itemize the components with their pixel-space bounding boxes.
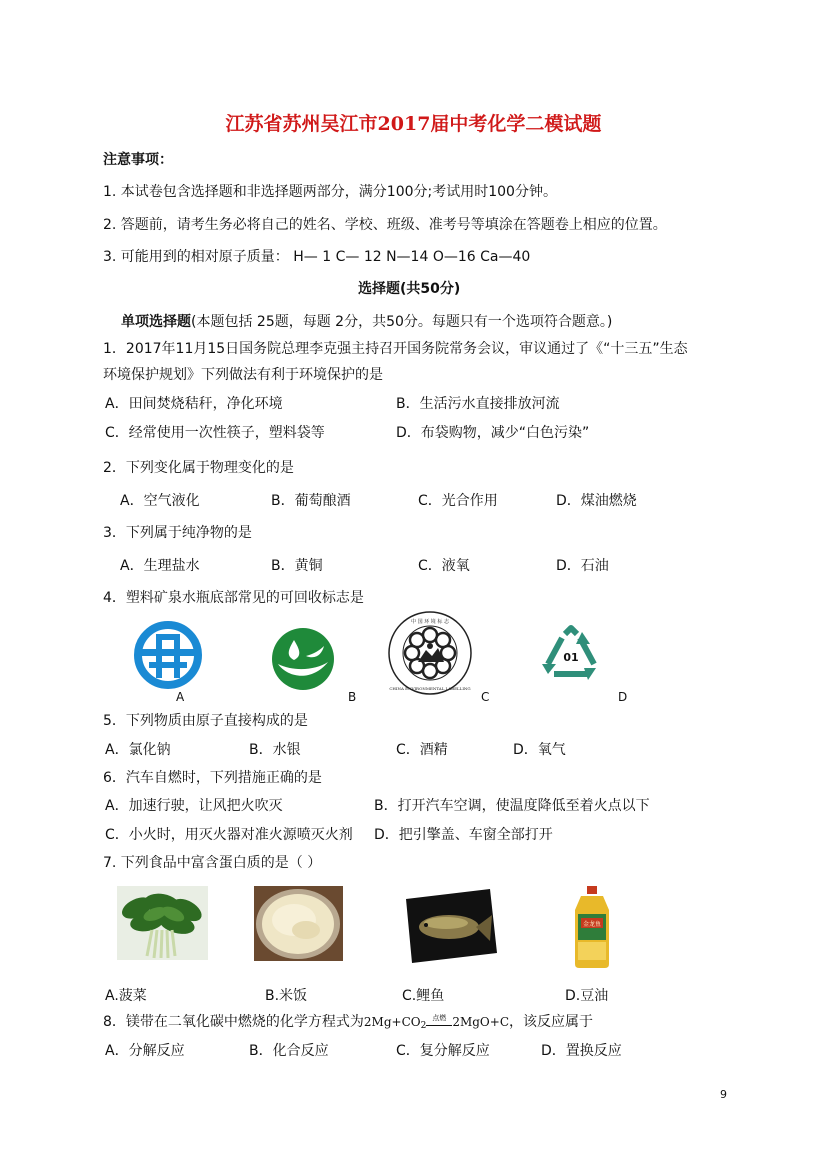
q4-stem: 4．塑料矿泉水瓶底部常见的可回收标志是 — [103, 590, 364, 606]
notice-item-1: 1. 本试卷包含选择题和非选择题两部分，满分100分;考试用时100分钟。 — [103, 184, 557, 200]
section-title: 选择题(共50分) — [358, 281, 461, 297]
q7-stem: 7. 下列食品中富含蛋白质的是（ ） — [103, 855, 322, 871]
q8-stem — [103, 1013, 593, 1035]
q3-option-b: B．黄铜 — [271, 558, 323, 574]
q5-option-d: D．氧气 — [513, 742, 566, 758]
q7-option-a: A.菠菜 — [105, 988, 147, 1004]
q3-stem: 3．下列属于纯净物的是 — [103, 525, 252, 541]
rice-image — [254, 886, 343, 961]
q5-option-b: B．水银 — [249, 742, 301, 758]
q2-option-a: A．空气液化 — [120, 493, 200, 509]
logo-b-icon — [270, 626, 336, 692]
soybean-oil-image — [569, 884, 615, 970]
q2-stem: 2．下列变化属于物理变化的是 — [103, 460, 294, 476]
logo-a-icon — [131, 620, 205, 690]
carp-image — [404, 887, 499, 964]
equation-condition: 点燃 — [432, 1014, 447, 1022]
q8-option-d: D．置换反应 — [541, 1043, 622, 1059]
q8-stem-post: ，该反应属于 — [509, 1014, 594, 1030]
q7-option-b: B.米饭 — [265, 988, 308, 1004]
q1-option-a: A．田间焚烧秸秆，净化环境 — [105, 396, 283, 412]
q4-label-a: A — [176, 690, 185, 704]
q6-stem: 6．汽车自燃时，下列措施正确的是 — [103, 770, 322, 786]
equation-left: 2Mg+CO — [363, 1015, 421, 1029]
q6-option-c: C．小火时，用灭火器对准火源喷灭火剂 — [105, 827, 353, 843]
equation-subscript: 2 — [420, 1021, 427, 1031]
q8-option-b: B．化合反应 — [249, 1043, 329, 1059]
q7-option-d: D.豆油 — [565, 988, 609, 1004]
page-title: 江苏省苏州吴江市2017届中考化学二模试题 — [225, 113, 602, 135]
logo-c-top-text: 中 国 环 境 标 志 — [411, 619, 449, 625]
q3-option-c: C．液氧 — [418, 558, 470, 574]
q1-option-b: B．生活污水直接排放河流 — [396, 396, 560, 412]
recycle-icon — [538, 624, 604, 684]
q5-option-a: A．氯化钠 — [105, 742, 171, 758]
equation-right: 2MgO+C — [452, 1015, 510, 1029]
notice-heading: 注意事项： — [103, 152, 173, 168]
q1-stem-line2: 环境保护规划》下列做法有利于环境保护的是 — [103, 367, 383, 383]
q4-label-b: B — [348, 690, 357, 704]
q2-option-b: B．葡萄酿酒 — [271, 493, 351, 509]
q1-option-c: C．经常使用一次性筷子，塑料袋等 — [105, 425, 325, 441]
oil-bottle-label: 金龙鱼 — [582, 921, 602, 928]
recycle-code: 01 — [563, 651, 579, 664]
page-number: 9 — [720, 1088, 727, 1101]
equation-arrow — [426, 1016, 452, 1026]
q6-option-a: A．加速行驶，让风把火吹灭 — [105, 798, 283, 814]
notice-item-2: 2. 答题前，请考生务必将自己的姓名、学校、班级、准考号等填涂在答题卷上相应的位置。 — [103, 217, 667, 233]
logo-c-bottom-text: CHINA ENVIRONMENTAL LABELLING — [389, 686, 471, 691]
section-intro — [121, 313, 612, 331]
q3-option-a: A．生理盐水 — [120, 558, 200, 574]
q6-option-b: B．打开汽车空调，使温度降低至着火点以下 — [374, 798, 650, 814]
q2-option-d: D．煤油燃烧 — [556, 493, 637, 509]
section-intro-bold: 单项选择题 — [121, 314, 191, 330]
q3-option-d: D．石油 — [556, 558, 609, 574]
q7-option-c: C.鲤鱼 — [402, 988, 445, 1004]
chemical-equation — [364, 1015, 509, 1029]
q2-option-c: C．光合作用 — [418, 493, 498, 509]
q6-option-d: D．把引擎盖、车窗全部打开 — [374, 827, 553, 843]
notice-item-3: 3. 可能用到的相对原子质量： H— 1 C— 12 N—14 O—16 Ca—40 — [103, 249, 531, 265]
q5-option-c: C．酒精 — [396, 742, 448, 758]
section-intro-rest: (本题包括 25题，每题 2分，共50分。每题只有一个选项符合题意。) — [191, 314, 613, 330]
q4-label-d: D — [618, 690, 628, 704]
q8-option-a: A．分解反应 — [105, 1043, 185, 1059]
q1-stem-line1: 1．2017年11月15日国务院总理李克强主持召开国务院常务会议，审议通过了《“十三五”生态 — [103, 341, 688, 357]
q1-option-d: D．布袋购物，减少“白色污染” — [396, 425, 590, 441]
logo-c-icon — [384, 610, 476, 696]
q4-label-c: C — [481, 690, 490, 704]
q5-stem: 5．下列物质由原子直接构成的是 — [103, 713, 308, 729]
spinach-image — [117, 886, 208, 960]
q8-option-c: C．复分解反应 — [396, 1043, 490, 1059]
q8-stem-pre: 8．镁带在二氧化碳中燃烧的化学方程式为 — [103, 1014, 364, 1030]
